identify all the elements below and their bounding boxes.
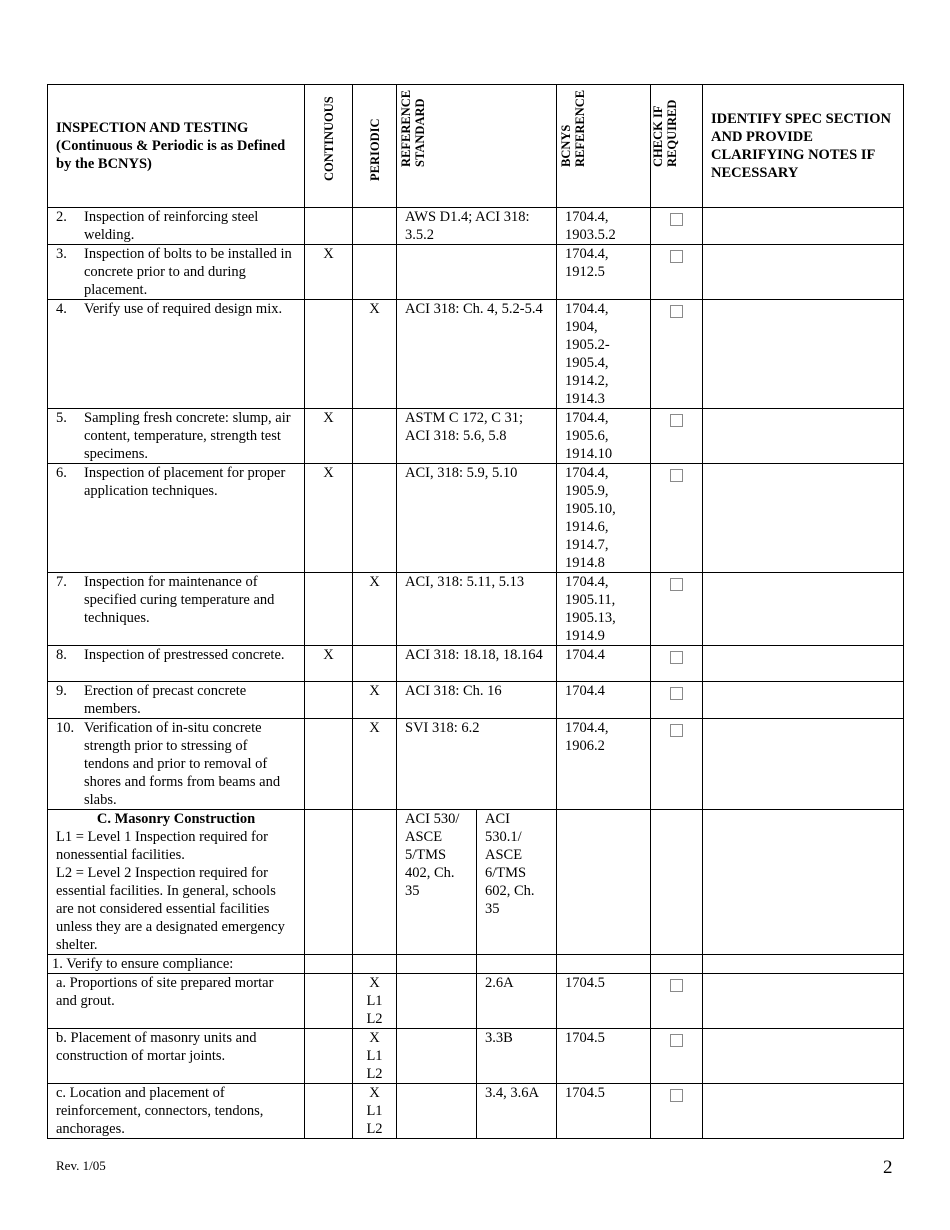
item-text: Sampling fresh concrete: slump, air content, temperature, strength test specimens. (84, 410, 291, 462)
continuous-mark: X (305, 245, 353, 300)
table-row (48, 1084, 904, 1139)
reference-standard: ACI, 318: 5.9, 5.10 (397, 464, 557, 573)
bcnys-reference: 1704.4, 1905.11, 1905.13, 1914.9 (557, 573, 651, 646)
required-checkbox[interactable] (670, 1089, 683, 1102)
item-number: 2. (56, 209, 67, 225)
check-if-required (651, 573, 703, 646)
bcnys-reference: 1704.5 (557, 1084, 651, 1139)
periodic-mark: X (353, 300, 397, 409)
spec-notes-cell (703, 573, 904, 646)
reference-standard: SVI 318: 6.2 (397, 719, 557, 810)
header-reference-standard-label: REFERENCE STANDARD (399, 89, 427, 167)
reference-standard: ACI, 318: 5.11, 5.13 (397, 573, 557, 646)
check-if-required (651, 646, 703, 682)
item-description (48, 245, 305, 300)
spec-notes-cell (703, 974, 904, 1029)
header-continuous-label: CONTINUOUS (321, 96, 336, 181)
periodic-l1: L1 (366, 1103, 383, 1119)
spec-notes-cell (703, 464, 904, 573)
periodic-l2: L2 (366, 1011, 383, 1027)
reference-standard-a (397, 974, 477, 1029)
periodic-l1: L1 (366, 1048, 383, 1064)
header-check-label: CHECK IF REQUIRED (651, 99, 679, 167)
header-periodic (353, 85, 397, 208)
continuous-mark (305, 1029, 353, 1084)
spec-notes-cell (703, 719, 904, 810)
spec-notes-cell (703, 208, 904, 245)
continuous-mark: X (305, 409, 353, 464)
periodic-x: X (369, 975, 380, 991)
check-if-required (651, 719, 703, 810)
bcnys-reference: 1704.4 (557, 682, 651, 719)
periodic-mark (353, 1029, 397, 1084)
table-row (48, 646, 904, 682)
periodic-mark (353, 464, 397, 573)
item-description (48, 646, 305, 682)
periodic-l2: L2 (366, 1066, 383, 1082)
continuous-mark (305, 573, 353, 646)
check-if-required (651, 974, 703, 1029)
continuous-mark (305, 719, 353, 810)
verify-notes (703, 955, 904, 974)
check-if-required (651, 300, 703, 409)
verify-periodic (353, 955, 397, 974)
reference-standard-b: 3.3B (477, 1029, 557, 1084)
revision-label: Rev. 1/05 (56, 1158, 106, 1173)
reference-standard-a (397, 1029, 477, 1084)
table-row (48, 974, 904, 1029)
table-row (48, 245, 904, 300)
item-description (48, 682, 305, 719)
table-row (48, 300, 904, 409)
item-text: Inspection of placement for proper application techniques. (84, 465, 286, 499)
continuous-mark (305, 208, 353, 245)
item-description (48, 409, 305, 464)
spec-notes-cell (703, 300, 904, 409)
spec-notes-cell (703, 245, 904, 300)
bcnys-reference: 1704.4 (557, 646, 651, 682)
periodic-mark: X (353, 719, 397, 810)
periodic-x: X (369, 1030, 380, 1046)
check-if-required (651, 409, 703, 464)
bcnys-reference: 1704.5 (557, 1029, 651, 1084)
item-number: 3. (56, 246, 67, 262)
required-checkbox[interactable] (670, 305, 683, 318)
header-check-if-required (651, 85, 703, 208)
bcnys-reference: 1704.4, 1905.9, 1905.10, 1914.6, 1914.7, 1914.8 (557, 464, 651, 573)
item-text: Verify use of required design mix. (84, 301, 283, 317)
header-continuous (305, 85, 353, 208)
masonry-verify-label: 1. Verify to ensure compliance: (48, 955, 305, 974)
bcnys-reference: 1704.4, 1912.5 (557, 245, 651, 300)
item-text: Inspection for maintenance of specified curing temperature and techniques. (84, 574, 275, 626)
required-checkbox[interactable] (670, 469, 683, 482)
spec-notes-cell (703, 1084, 904, 1139)
reference-standard: ACI 318: Ch. 16 (397, 682, 557, 719)
item-number: 8. (56, 647, 67, 663)
table-row (48, 719, 904, 810)
item-number: 6. (56, 465, 67, 481)
item-description: a. Proportions of site prepared mortar and grout. (48, 974, 305, 1029)
verify-ref-b (477, 955, 557, 974)
header-periodic-label: PERIODIC (367, 118, 382, 181)
required-checkbox[interactable] (670, 724, 683, 737)
item-text: Inspection of bolts to be installed in concrete prior to and during placement. (84, 246, 292, 298)
item-description (48, 208, 305, 245)
check-if-required (651, 464, 703, 573)
periodic-mark: X (353, 573, 397, 646)
required-checkbox[interactable] (670, 687, 683, 700)
periodic-mark (353, 409, 397, 464)
continuous-mark: X (305, 646, 353, 682)
continuous-mark (305, 300, 353, 409)
item-description (48, 300, 305, 409)
masonry-l1-note: L1 = Level 1 Inspection required for nonessential facilities. (56, 829, 268, 863)
reference-standard: ASTM C 172, C 31; ACI 318: 5.6, 5.8 (397, 409, 557, 464)
item-description (48, 719, 305, 810)
check-if-required (651, 245, 703, 300)
reference-standard: ACI 318: 18.18, 18.164 (397, 646, 557, 682)
bcnys-reference: 1704.4, 1903.5.2 (557, 208, 651, 245)
concrete-rows (48, 208, 904, 810)
spec-notes-cell (703, 646, 904, 682)
header-row (48, 85, 904, 208)
verify-ref-a (397, 955, 477, 974)
item-text: Verification of in-situ concrete strength prior to stressing of tendons and prior to removal of shores and forms from beams and slabs. (84, 720, 281, 808)
masonry-verify-row (48, 955, 904, 974)
required-checkbox[interactable] (670, 651, 683, 664)
required-checkbox[interactable] (670, 578, 683, 591)
item-text: Inspection of prestressed concrete. (84, 647, 285, 663)
masonry-continuous (305, 810, 353, 955)
bcnys-reference: 1704.4, 1906.2 (557, 719, 651, 810)
periodic-mark: X (353, 682, 397, 719)
periodic-l2: L2 (366, 1121, 383, 1137)
table-row (48, 573, 904, 646)
reference-standard-a (397, 1084, 477, 1139)
item-number: 4. (56, 301, 67, 317)
periodic-mark (353, 1084, 397, 1139)
masonry-ref-a: ACI 530/ ASCE 5/TMS 402, Ch. 35 (397, 810, 477, 955)
table-row (48, 1029, 904, 1084)
continuous-mark (305, 682, 353, 719)
reference-standard: AWS D1.4; ACI 318: 3.5.2 (397, 208, 557, 245)
verify-check (651, 955, 703, 974)
bcnys-reference: 1704.4, 1904, 1905.2-1905.4, 1914.2, 1914.3 (557, 300, 651, 409)
periodic-mark (353, 245, 397, 300)
required-checkbox[interactable] (670, 250, 683, 263)
header-bcnys-reference-label: BCNYS REFERENCE (559, 89, 587, 167)
masonry-section-row (48, 810, 904, 955)
periodic-mark (353, 974, 397, 1029)
masonry-bcnys (557, 810, 651, 955)
reference-standard: ACI 318: Ch. 4, 5.2-5.4 (397, 300, 557, 409)
item-number: 9. (56, 683, 67, 699)
masonry-heading: C. Masonry Construction (96, 811, 256, 827)
masonry-description (48, 810, 305, 955)
table-row (48, 208, 904, 245)
item-description (48, 573, 305, 646)
item-text: Erection of precast concrete members. (84, 683, 247, 717)
check-if-required (651, 1084, 703, 1139)
table-row (48, 464, 904, 573)
verify-continuous (305, 955, 353, 974)
spec-notes-cell (703, 409, 904, 464)
header-bcnys-reference (557, 85, 651, 208)
masonry-l2-note: L2 = Level 2 Inspection required for essential facilities. In general, schools are not considered essential facilities unless they are a designated emergency shelter. (56, 865, 285, 953)
item-description: c. Location and placement of reinforcement, connectors, tendons, anchorages. (48, 1084, 305, 1139)
page-number: 2 (883, 1157, 893, 1178)
periodic-l1: L1 (366, 993, 383, 1009)
header-spec-notes: IDENTIFY SPEC SECTION AND PROVIDE CLARIFYING NOTES IF NECESSARY (703, 85, 904, 208)
verify-bcnys (557, 955, 651, 974)
required-checkbox[interactable] (670, 213, 683, 226)
inspection-table (47, 84, 904, 1139)
item-number: 7. (56, 574, 67, 590)
continuous-mark: X (305, 464, 353, 573)
check-if-required (651, 208, 703, 245)
masonry-check (651, 810, 703, 955)
spec-notes-cell (703, 1029, 904, 1084)
masonry-rows (48, 974, 904, 1139)
periodic-mark (353, 646, 397, 682)
required-checkbox[interactable] (670, 979, 683, 992)
table-row (48, 682, 904, 719)
reference-standard-b: 2.6A (477, 974, 557, 1029)
bcnys-reference: 1704.5 (557, 974, 651, 1029)
item-number: 10. (56, 720, 75, 736)
masonry-notes (703, 810, 904, 955)
reference-standard-b: 3.4, 3.6A (477, 1084, 557, 1139)
required-checkbox[interactable] (670, 1034, 683, 1047)
item-description (48, 464, 305, 573)
item-text: Inspection of reinforcing steel welding. (84, 209, 259, 243)
periodic-mark (353, 208, 397, 245)
required-checkbox[interactable] (670, 414, 683, 427)
table-row (48, 409, 904, 464)
check-if-required (651, 1029, 703, 1084)
continuous-mark (305, 974, 353, 1029)
periodic-x: X (369, 1085, 380, 1101)
header-reference-standard (397, 85, 557, 208)
header-inspection-testing (48, 85, 305, 208)
continuous-mark (305, 1084, 353, 1139)
item-description: b. Placement of masonry units and construction of mortar joints. (48, 1029, 305, 1084)
reference-standard (397, 245, 557, 300)
spec-notes-cell (703, 682, 904, 719)
bcnys-reference: 1704.4, 1905.6, 1914.10 (557, 409, 651, 464)
item-number: 5. (56, 410, 67, 426)
header-title: INSPECTION AND TESTING (56, 120, 249, 136)
masonry-ref-b: ACI 530.1/ ASCE 6/TMS 602, Ch. 35 (477, 810, 557, 955)
header-subtitle: (Continuous & Periodic is as Defined by the BCNYS) (56, 138, 286, 172)
check-if-required (651, 682, 703, 719)
masonry-periodic (353, 810, 397, 955)
